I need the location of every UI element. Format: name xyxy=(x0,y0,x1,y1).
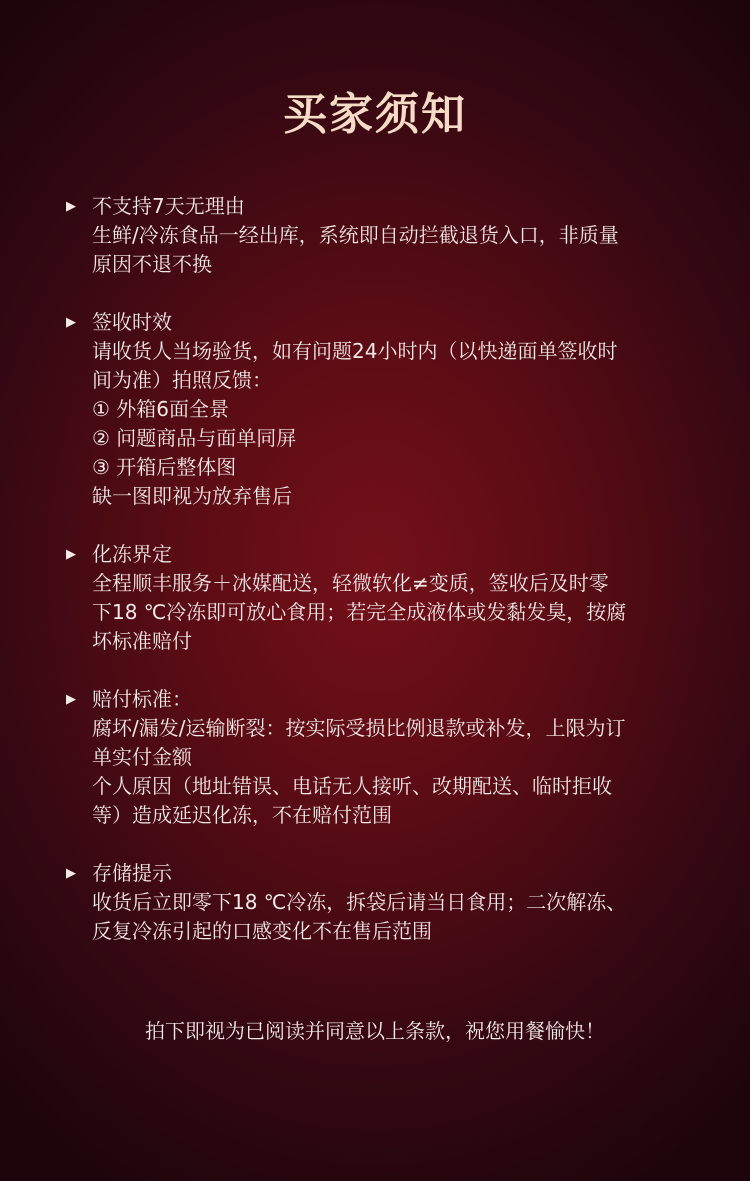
section-sign-time-limit xyxy=(0,308,750,511)
section-heading: 化冻界定 xyxy=(92,542,172,566)
section-text: 请收货人当场验货，如有问题24小时内（以快递面单签收时 xyxy=(92,339,618,363)
triangle-bullet-icon: ▶ xyxy=(66,692,76,707)
section-text: ③ 开箱后整体图 xyxy=(92,455,237,479)
section-heading: 赔付标准： xyxy=(92,687,192,711)
section-text: 缺一图即视为放弃售后 xyxy=(92,484,292,508)
closing-statement: 拍下即视为已阅读并同意以上条款，祝您用餐愉快！ xyxy=(145,1019,605,1043)
section-text: 等）造成延迟化冻，不在赔付范围 xyxy=(92,803,392,827)
section-text: 腐坏/漏发/运输断裂：按实际受损比例退款或补发，上限为订 xyxy=(92,716,626,740)
triangle-bullet-icon: ▶ xyxy=(66,547,76,562)
section-heading: 签收时效 xyxy=(92,310,172,334)
section-text: ② 问题商品与面单同屏 xyxy=(92,426,297,450)
triangle-bullet-icon: ▶ xyxy=(66,866,76,881)
section-text: 下18 ℃冷冻即可放心食用；若完全成液体或发黏发臭，按腐 xyxy=(92,600,627,624)
section-text: 坏标准赔付 xyxy=(92,629,192,653)
section-heading: 存储提示 xyxy=(92,861,172,885)
section-heading: 不支持7天无理由 xyxy=(92,194,245,218)
section-text: 生鲜/冷冻食品一经出库，系统即自动拦截退货入口，非质量 xyxy=(92,223,619,247)
page-title: 买家须知 xyxy=(283,89,467,140)
triangle-bullet-icon: ▶ xyxy=(66,315,76,330)
section-text: 收货后立即零下18 ℃冷冻，拆袋后请当日食用；二次解冻、 xyxy=(92,890,627,914)
section-text: 单实付金额 xyxy=(92,745,192,769)
notice-sections xyxy=(0,192,750,975)
section-no-7-day-return xyxy=(0,192,750,279)
section-text: 反复冷冻引起的口感变化不在售后范围 xyxy=(92,919,432,943)
section-thaw-definition xyxy=(0,540,750,656)
section-text: ① 外箱6面全景 xyxy=(92,397,230,421)
section-compensation-standard xyxy=(0,685,750,830)
section-text: 间为准）拍照反馈： xyxy=(92,368,272,392)
section-text: 原因不退不换 xyxy=(92,252,212,276)
section-text: 个人原因（地址错误、电话无人接听、改期配送、临时拒收 xyxy=(92,774,612,798)
section-text: 全程顺丰服务＋冰媒配送，轻微软化≠变质，签收后及时零 xyxy=(92,571,609,595)
section-storage-tips xyxy=(0,859,750,946)
triangle-bullet-icon: ▶ xyxy=(66,199,76,214)
